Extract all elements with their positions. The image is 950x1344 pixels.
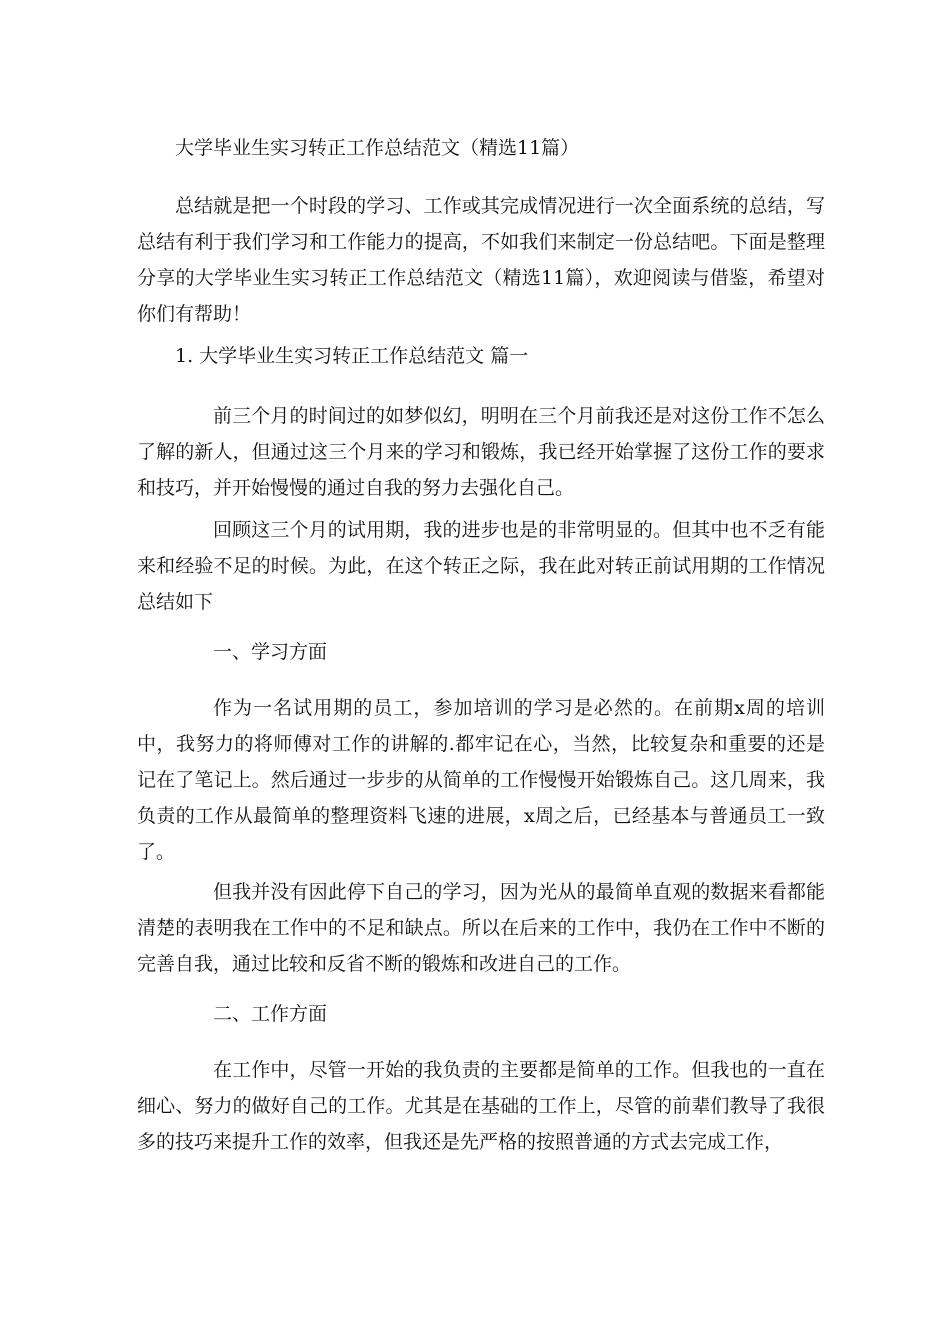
- intro-paragraph: 总结就是把一个时段的学习、工作或其完成情况进行一次全面系统的总结，写总结有利于我们学习和工作能力的提高，不如我们来制定一份总结吧。下面是整理分享的大学毕业生实习转正工作总结范文（精选11篇），欢迎阅读与借鉴，希望对你们有帮助！: [137, 195, 825, 325]
- section-2-heading: 二、工作方面: [213, 1003, 328, 1025]
- section-1-heading: 一、学习方面: [213, 641, 328, 663]
- paragraph-2: 回顾这三个月的试用期，我的进步也是的非常明显的。但其中也不乏有能来和经验不足的时候。为此，在这个转正之际，我在此对转正前试用期的工作情况总结如下: [137, 519, 825, 613]
- document-title: 大学毕业生实习转正工作总结范文（精选11篇）: [175, 137, 580, 159]
- paragraph-1: 前三个月的时间过的如梦似幻，明明在三个月前我还是对这份工作不怎么了解的新人，但通过这三个月来的学习和锻炼，我已经开始掌握了这份工作的要求和技巧，并开始慢慢的通过自我的努力去强化自己。: [137, 405, 825, 499]
- paragraph-3: 作为一名试用期的员工，参加培训的学习是必然的。在前期x周的培训中，我努力的将师傅对工作的讲解的.都牢记在心，当然，比较复杂和重要的还是记在了笔记上。然后通过一步步的从简单的工作慢慢开始锻炼自己。这几周来，我负责的工作从最简单的整理资料飞速的进展，x周之后，已经基本与普通员工一致了。: [137, 697, 825, 863]
- article-heading: 1. 大学毕业生实习转正工作总结范文 篇一: [175, 345, 529, 367]
- paragraph-5: 在工作中，尽管一开始的我负责的主要都是简单的工作。但我也的一直在细心、努力的做好自己的工作。尤其是在基础的工作上，尽管的前辈们教导了我很多的技巧来提升工作的效率，但我还是先严格的按照普通的方式去完成工作，: [137, 1059, 825, 1153]
- paragraph-4: 但我并没有因此停下自己的学习，因为光从的最简单直观的数据来看都能清楚的表明我在工作中的不足和缺点。所以在后来的工作中，我仍在工作中不断的完善自我，通过比较和反省不断的锻炼和改进自己的工作。: [137, 881, 825, 975]
